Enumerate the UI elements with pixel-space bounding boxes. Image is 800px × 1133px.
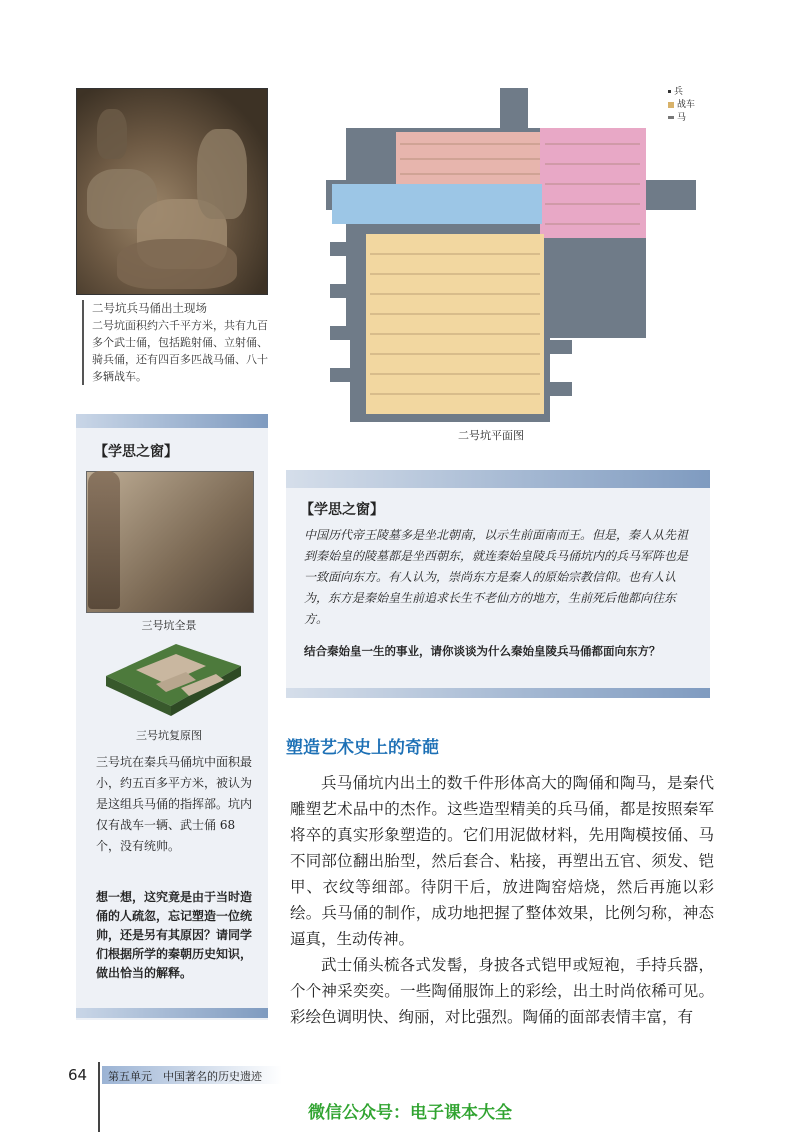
pit3-photo-caption: 三号坑全景 bbox=[141, 619, 197, 632]
photo-caption-text: 二号坑面积约六千平方米，共有九百多个武士俑，包括跪射俑、立射俑、骑兵俑，还有四百多匹战马俑、八十多辆战车。 bbox=[92, 319, 268, 383]
watermark: 微信公众号：电子课本大全 bbox=[308, 1103, 512, 1123]
plan-legend bbox=[668, 86, 695, 125]
sidebar-text: 三号坑在秦兵马俑坑中面积最小，约五百多平方米，被认为是这组兵马俑的指挥部。坑内仅有战车一辆、武士俑 68 个，没有统帅。 bbox=[96, 755, 253, 853]
legend-chariot: 战车 bbox=[677, 100, 696, 110]
right-box-text: 中国历代帝王陵墓多是坐北朝南，以示生前面南而王。但是，秦人从先祖到秦始皇的陵墓都是坐西朝东，就连秦始皇陵兵马俑坑内的兵马军阵也是一致面向东方。有人认为，崇尚东方是秦人的原始宗教信仰。也有人认为，东方是秦始皇生前追求长生不老仙方的地方，生前死后他都向往东方。 bbox=[304, 528, 689, 626]
body-paragraph: 兵马俑坑内出土的数千件形体高大的陶俑和陶马，是秦代雕塑艺术品中的杰作。这些造型精美的兵马俑，都是按照秦军将卒的真实形象塑造的。它们用泥做材料，先用陶模按俑、马不同部位翻出胎型，然后套合、粘接，再塑出五官、须发、铠甲、衣纹等细部。待阴干后，放进陶窑焙烧，然后再施以彩绘。兵马俑的制作，成功地把握了整体效果，比例匀称，神态逼真，生动传神。 bbox=[290, 774, 714, 948]
body-paragraph: 武士俑头梳各式发髻，身披各式铠甲或短袍，手持兵器，个个神采奕奕。一些陶俑服饰上的彩绘，出土时尚依稀可见。彩绘色调明快、绚丽，对比强烈。陶俑的面部表情丰富，有 bbox=[290, 956, 714, 1026]
pit3-model-caption: 三号坑复原图 bbox=[136, 729, 202, 742]
photo-caption-title: 二号坑兵马俑出土现场 bbox=[92, 301, 207, 315]
pit2-plan-diagram bbox=[290, 84, 710, 429]
section-title: 塑造艺术史上的奇葩 bbox=[286, 738, 439, 758]
warrior-figure bbox=[88, 471, 120, 609]
excavation-photo bbox=[76, 88, 268, 295]
photo-caption bbox=[82, 300, 278, 385]
right-box-top-bar bbox=[286, 470, 710, 488]
right-box-bottom-bar bbox=[286, 688, 710, 698]
sidebar-think: 想一想，这究竟是由于当时造俑的人疏忽，忘记塑造一位统帅，还是另有其原因？请同学们根据所学的秦朝历史知识，做出恰当的解释。 bbox=[96, 890, 253, 980]
sidebar-top-bar bbox=[76, 414, 268, 428]
legend-soldier: 兵 bbox=[674, 87, 684, 97]
footer-divider bbox=[98, 1062, 100, 1132]
pit3-model bbox=[96, 636, 246, 722]
sidebar-heading: 【学思之窗】 bbox=[94, 444, 178, 460]
legend-horse: 马 bbox=[677, 113, 687, 123]
unit-title: 第五单元 中国著名的历史遗迹 bbox=[108, 1070, 262, 1083]
sidebar-bottom-bar bbox=[76, 1008, 268, 1018]
page-number: 64 bbox=[68, 1066, 88, 1084]
section-body bbox=[290, 770, 714, 1030]
right-box-think: 结合秦始皇一生的事业，请你谈谈为什么秦始皇陵兵马俑都面向东方？ bbox=[304, 644, 661, 658]
right-box-heading: 【学思之窗】 bbox=[300, 502, 384, 518]
plan-caption: 二号坑平面图 bbox=[458, 429, 524, 442]
